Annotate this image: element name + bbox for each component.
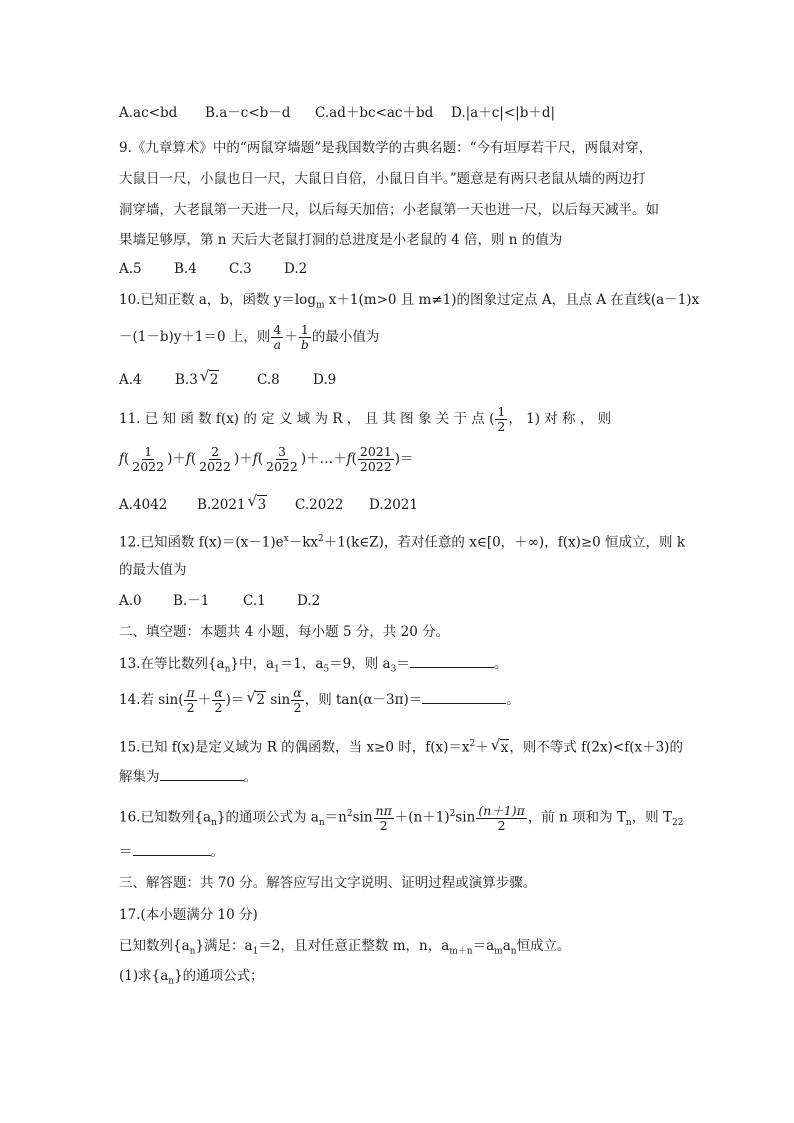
- section-3-heading: 三、解答题：共 70 分。解答应写出文字说明、证明过程或演算步骤。: [119, 875, 537, 891]
- sqrt-symbol: √ 2: [246, 688, 266, 708]
- fraction-alpha-over-2: $\frac{\alpha}{2}$: [214, 685, 223, 715]
- section-2-heading: 二、填空题：本题共 4 小题，每小题 5 分，共 20 分。: [119, 624, 450, 640]
- fraction-pi-over-2: $\frac{\pi}{2}$: [186, 685, 195, 715]
- q10-options: [119, 367, 676, 389]
- q10-option-b: B.3 √ 2: [175, 367, 219, 388]
- q15-line-2: 解集为 。: [119, 769, 257, 785]
- q9-line-3: 洞穿墙，大老鼠第一天进一尺，以后每天加倍；小老鼠第一天也进一尺，以后每天减半。如: [119, 202, 659, 218]
- q9-line-4: 果墙足够厚，第 n 天后大老鼠打洞的总进度是小老鼠的 4 倍，则 n 的值为: [119, 232, 563, 248]
- q14-answer-blank[interactable]: [422, 691, 506, 704]
- fraction-n-pi-over-2: $\frac{n\pi}{2}$: [375, 802, 392, 833]
- q11-line-1: 11. 已 知 函 数 f(x) 的 定 义 域 为 R ， 且 其 图 象 关 于 点 ( $\frac{1}{2}$ ， 1) 对 称 ， 则: [119, 404, 612, 434]
- q8-option-d: D.|a＋c|<|b＋d|: [451, 105, 556, 121]
- fraction-n-plus-1-pi-over-2: $\frac{(n+1)\pi}{2}$: [478, 802, 525, 833]
- q15-answer-blank[interactable]: [160, 768, 244, 781]
- q12-option-d: D.2: [297, 593, 321, 609]
- q12-line-1: 12.已知函数 $f(x)=(x-1)e^x-kx^2+1(k\in Z)$，若对任意的 x∈[0，＋∞)，f(x)≥0 恒成立，则 k: [119, 534, 685, 551]
- term-2: $\frac{2}{2022}$: [199, 444, 231, 474]
- q9-option-d: D.2: [284, 261, 308, 277]
- q9-line-2: 大鼠日一尺，小鼠也日一尺，大鼠日自倍，小鼠日自半。”题意是有两只老鼠从墙的两边打: [119, 171, 646, 187]
- q16-line-1: 16.已知数列$\{a_n\}$的通项公式为 $a_n=n^2\sin$ $\frac{n\pi}{2}$ $+(n+1)^2\sin$ $\frac{(n+1)\pi}{2}$ ，前 n 项和为 $T_n$，则 $T_{22}$: [119, 802, 684, 833]
- q14-line: 14.若 sin( $\frac{\pi}{2}$ ＋ $\frac{\alpha}{2}$ )＝ √ 2 sin $\frac{\alpha}{2}$ ，则 tan(α－3π)＝ 。: [119, 682, 676, 718]
- q12-option-c: C.1: [243, 593, 266, 609]
- q8-option-c: C.ad＋bc<ac＋bd: [315, 105, 434, 121]
- q10-option-c: C.8: [257, 372, 280, 388]
- q10-line-2: －(1－b)y＋1＝0 上，则 $\frac{4}{a}$ ＋ $\frac{1}{b}$ 的最小值为: [119, 322, 380, 352]
- q12-options: [119, 592, 676, 610]
- sqrt-symbol: √ 2: [199, 367, 219, 388]
- q11-option-d: D.2021: [369, 497, 418, 513]
- q9-option-b: B.4: [174, 261, 197, 277]
- q12-option-a: A.0: [119, 593, 142, 609]
- term-2021: $\frac{2021}{2022}$: [359, 444, 392, 474]
- q17-part-1: (1)求$\{a_n\}$的通项公式；: [119, 968, 264, 987]
- q10-line-1: 10.已知正数 a，b，函数 $y=\log_m$ x＋1(m>0 且 m≠1)的图象过定点 A，且点 A 在直线(a－1)x: [119, 292, 700, 311]
- q11-option-c: C.2022: [295, 497, 344, 513]
- fraction-1-over-2: $\frac{1}{2}$: [497, 404, 506, 434]
- q8-options: [119, 104, 676, 122]
- q16-answer-blank[interactable]: [133, 843, 211, 856]
- q12-line-2: 的最大值为: [119, 562, 187, 578]
- term-3: $\frac{3}{2022}$: [266, 444, 298, 474]
- q13-answer-blank[interactable]: [410, 655, 494, 668]
- q11-option-a: A.4042: [119, 497, 168, 513]
- q8-option-b: B.a－c<b－d: [205, 105, 291, 121]
- sqrt-symbol: √ 3: [247, 492, 267, 513]
- q9-option-c: C.3: [229, 261, 252, 277]
- q16-line-2: ＝ 。: [119, 844, 224, 860]
- q10-option-a: A.4: [119, 372, 142, 388]
- q13-line: 13.在等比数列$\{a_n\}$中，$a_1=1$，$a_5=9$，则 $a_3=$ 。: [119, 656, 508, 675]
- q17-title: 17.(本小题满分 10 分): [119, 907, 258, 923]
- q9-options: [119, 260, 676, 278]
- q8-option-a: A.ac<bd: [119, 105, 178, 121]
- sqrt-symbol: √ x: [490, 735, 509, 756]
- fraction-1-over-b: $\frac{1}{b}$: [300, 322, 309, 352]
- fraction-4-over-a: $\frac{4}{a}$: [273, 322, 282, 352]
- q11-line-2: f( $\frac{1}{2022}$ )＋f( $\frac{2}{2022}$ )＋f( $\frac{3}{2022}$ )＋…＋f( $\frac{2021}{2022}$ )＝: [119, 444, 414, 474]
- q15-line-1: 15.已知 f(x)是定义域为 R 的偶函数，当 x≥0 时，$f(x)=x^2+$ √ x，则不等式 f(2x)<f(x＋3)的: [119, 735, 683, 756]
- term-1: $\frac{1}{2022}$: [132, 444, 165, 474]
- q11-options: [119, 492, 676, 514]
- q12-option-b: B.－1: [173, 593, 210, 609]
- q9-option-a: A.5: [119, 261, 142, 277]
- fraction-alpha-over-2: $\frac{\alpha}{2}$: [293, 685, 302, 715]
- q10-option-d: D.9: [313, 372, 337, 388]
- q17-line-1: 已知数列$\{a_n\}$满足：$a_1=2$，且对任意正整数 m，n，$a_{m+n}=a_ma_n$恒成立。: [119, 938, 571, 957]
- q9-line-1: 9.《九章算术》中的“两鼠穿墙题”是我国数学的古典名题：“今有垣厚若干尺，两鼠对穿，: [119, 140, 653, 156]
- q11-option-b: B.2021 √ 3: [197, 492, 267, 513]
